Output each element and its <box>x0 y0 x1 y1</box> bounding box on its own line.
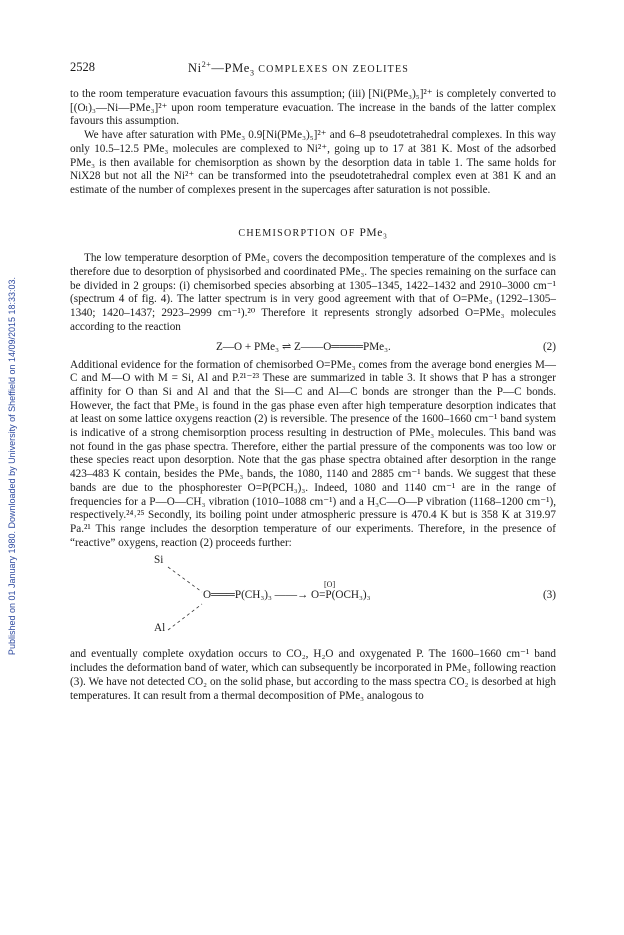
running-title-rest: COMPLEXES ON ZEOLITES <box>258 64 410 76</box>
section-heading <box>70 227 556 241</box>
paragraph-5: and eventually complete oxydation occurs to CO₂, H₂O and oxygenated P. The 1600–1660 cm⁻¹ band includes the deformation band of water, which can subsequently be incorporated in PMe₃ following reaction (3). We have not detected CO₂ on the solid phase, but according to the mass spectra CO₂ is desorbed at high temperatures. It can result from a thermal decomposition of PMe₃ analogous to <box>70 648 556 702</box>
running-title <box>188 60 409 78</box>
page-number: 2528 <box>70 60 95 74</box>
section-heading-text: CHEMISORPTION OF <box>238 227 356 239</box>
aluminium-atom-label: Al <box>154 622 166 635</box>
equation-2-body: Z—O + PMe₃ ⇌ Z——O════PMe₃. <box>216 340 391 353</box>
running-title-dash: —PMe <box>211 61 250 76</box>
journal-page <box>70 0 556 935</box>
running-title-sub: 3 <box>249 68 255 78</box>
article-body <box>70 88 556 703</box>
equation-3-condition: [O] <box>324 580 336 590</box>
equation-2 <box>70 338 556 358</box>
running-title-ni: Ni <box>188 61 202 76</box>
equation-2-number: (2) <box>542 340 556 353</box>
download-notice-text: Published on 01 January 1980. Downloaded by University of Sheffield on 14/09/2015 18:33:03. <box>7 276 17 656</box>
paragraph-2: We have after saturation with PMe₃ 0.9[Ni(PMe₃)₅]²⁺ and 6–8 pseudotetrahedral complexes. In this way only 10.5–12.5 PMe₃ molecules are complexed to Ni²⁺, going up to 17 at 381 K. Most of the adsorbed PMe₃ is then available for chemisorption as shown by the desorption data in table 1. The same holds for NiX28 but not all the Ni²⁺ can be transformed into the pseudotetrahedral complex even at 381 K and an estimate of the number of complexes present in the supercages after saturation is not possible. <box>70 129 556 196</box>
equation-3-arrow: ——→ <box>274 589 309 602</box>
equation-3-reactant: O═══P(CH₃)₃ <box>203 589 272 602</box>
paragraph-1: to the room temperature evacuation favours this assumption; (iii) [Ni(PMe₃)₅]²⁺ is completely converted to [(Oₗ)₃—Ni—PMe₃]²⁺ upon room temperature evacuation. The increase in the bands of the latter complex favours this assumption. <box>70 88 556 128</box>
paragraph-3: The low temperature desorption of PMe₃ covers the decomposition temperature of the complexes and is therefore due to desorption of physisorbed and coordinated PMe₃. The species remaining on the surface can be divided in 2 groups: (i) chemisorbed species absorbing at 1305–1345, 1422–1432 and 2910–3000 cm⁻¹ (spectrum 4 of fig. 4). The latter spectrum is in very good agreement with that of O=PMe₃ (1292–1305–1340; 1420–1437; 2923–2999 cm⁻¹).²⁰ Therefore it represents strongly adsorbed O=PMe₃ molecules according to the reaction <box>70 252 556 333</box>
paragraph-4: Additional evidence for the formation of chemisorbed O=PMe₃ comes from the average bond energies M—C and M—O with M = Si, Al and P.²¹⁻²³ These are summarized in table 3. It shows that P has a stronger affinity for O than Si and Al and that the Si—C and Al—C bonds are stronger than the P—C bonds. However, the fact that PMe₃ is found in the gas phase even after high temperature desorption indicates that at least on some lattice oxygens reaction (2) is reversible. The presence of the 1600–1660 cm⁻¹ band system is indicative of a strong chemisorption process resulting in destruction of PMe₃ molecules. This band was not found in the gas phase spectra. Therefore, either the partial pressure of the components was too low or these species react upon desorption. Note that the gas phase spectra obtained after desorption in the range 423–483 K contain, besides the PMe₃ bands, the 1080, 1140 and 2885 cm⁻¹ bands. We suggest that these bands are due to the phosphorester O=P(PCH₃)₃. Indeed, 1080 and 1140 cm⁻¹ are in the range of frequencies for a P—O—CH₃ vibration (1010–1088 cm⁻¹) and a H₃C—O—P vibration (1168–1200 cm⁻¹), respectively.²⁴˒²⁵ Secondly, its boiling point under atmospheric pressure is 470.4 K but is 358 K at 319.97 Pa.²¹ This range includes the desorption temperature of our experiments. Therefore, in the presence of “reactive” oxygens, reaction (2) proceeds further: <box>70 358 556 549</box>
equation-3-reaction <box>203 589 371 603</box>
silicon-atom-label: Si <box>154 554 164 567</box>
equation-3-number: (3) <box>542 589 556 602</box>
running-title-charge: 2+ <box>201 60 212 69</box>
running-header <box>70 60 556 76</box>
equation-3-product: O=P(OCH₃)₃ <box>311 589 371 602</box>
download-notice-sidebar <box>0 0 24 935</box>
section-heading-symbol: PMe₃ <box>359 226 388 239</box>
equation-3-scheme <box>70 554 556 642</box>
